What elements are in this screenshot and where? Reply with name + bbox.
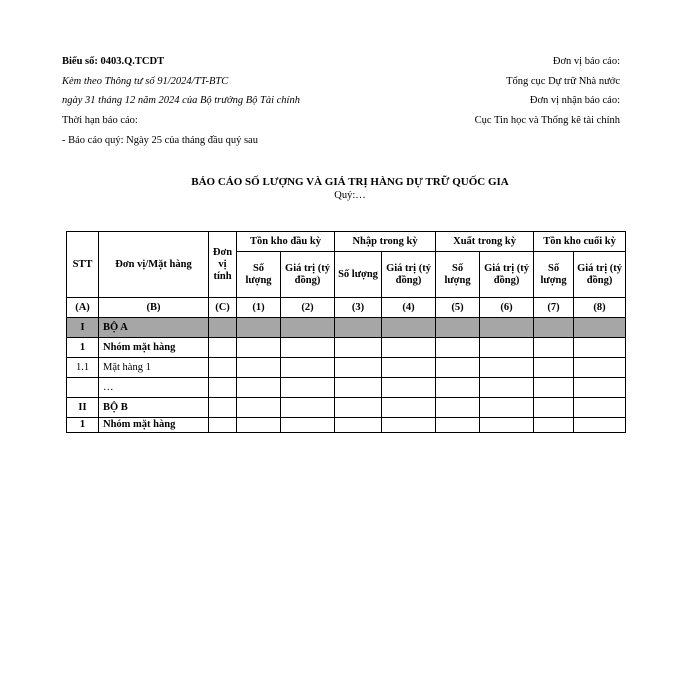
row-name: Mặt hàng 1 <box>99 358 209 378</box>
header-imports: Nhập trong kỳ <box>335 232 436 252</box>
reporting-unit-label: Đơn vị báo cáo: <box>552 56 620 67</box>
column-code: (1) <box>237 298 281 318</box>
row-name: Nhóm mặt hàng <box>99 338 209 358</box>
column-code-row <box>67 298 626 318</box>
header-value: Giá trị (tỷ đồng) <box>281 252 335 298</box>
header-uom: Đơn vị tính <box>209 232 237 298</box>
report-quarter: Quý:… <box>334 190 366 201</box>
deadline-value: - Báo cáo quý: Ngày 25 của tháng đầu quý sau <box>62 135 258 146</box>
receiving-unit-label: Đơn vị nhận báo cáo: <box>529 95 620 106</box>
table-row <box>67 318 626 338</box>
reporting-unit: Tổng cục Dự trữ Nhà nước <box>506 76 620 87</box>
report-table <box>66 231 626 433</box>
header-stt: STT <box>67 232 99 298</box>
table-row <box>67 398 626 418</box>
row-name: Nhóm mặt hàng <box>99 418 209 433</box>
header-qty: Số lượng <box>436 252 480 298</box>
row-name: BỘ A <box>99 318 209 338</box>
form-number: Biểu số: 0403.Q.TCDT <box>62 56 165 67</box>
row-stt: 1 <box>67 418 99 433</box>
header-closing-stock: Tồn kho cuối kỳ <box>534 232 626 252</box>
column-code: (2) <box>281 298 335 318</box>
header-qty: Số lượng <box>534 252 574 298</box>
column-code: (4) <box>382 298 436 318</box>
column-code: (A) <box>67 298 99 318</box>
table-row <box>67 358 626 378</box>
header-exports: Xuất trong kỳ <box>436 232 534 252</box>
column-code: (7) <box>534 298 574 318</box>
row-name: … <box>99 378 209 398</box>
header-value: Giá trị (tỷ đồng) <box>382 252 436 298</box>
header-value: Giá trị (tỷ đồng) <box>574 252 626 298</box>
column-code: (C) <box>209 298 237 318</box>
header-opening-stock: Tồn kho đầu kỳ <box>237 232 335 252</box>
row-stt: I <box>67 318 99 338</box>
header-value: Giá trị (tỷ đồng) <box>480 252 534 298</box>
row-stt <box>67 378 99 398</box>
row-name: BỘ B <box>99 398 209 418</box>
table-row <box>67 378 626 398</box>
column-code: (3) <box>335 298 382 318</box>
header-unit-item: Đơn vị/Mặt hàng <box>99 232 209 298</box>
header-qty: Số lượng <box>335 252 382 298</box>
issue-date: ngày 31 tháng 12 năm 2024 của Bộ trưởng Bộ Tài chính <box>62 95 300 106</box>
row-stt: II <box>67 398 99 418</box>
table-row <box>67 338 626 358</box>
column-code: (5) <box>436 298 480 318</box>
attached-circular: Kèm theo Thông tư số 91/2024/TT-BTC <box>62 76 229 87</box>
header-qty: Số lượng <box>237 252 281 298</box>
report-title: BÁO CÁO SỐ LƯỢNG VÀ GIÁ TRỊ HÀNG DỰ TRỮ QUỐC GIA <box>191 176 509 188</box>
deadline-label: Thời hạn báo cáo: <box>62 115 138 126</box>
table-row <box>67 418 626 433</box>
row-stt: 1 <box>67 338 99 358</box>
receiving-unit: Cục Tin học và Thống kê tài chính <box>474 115 620 126</box>
column-code: (6) <box>480 298 534 318</box>
column-code: (B) <box>99 298 209 318</box>
row-stt: 1.1 <box>67 358 99 378</box>
column-code: (8) <box>574 298 626 318</box>
